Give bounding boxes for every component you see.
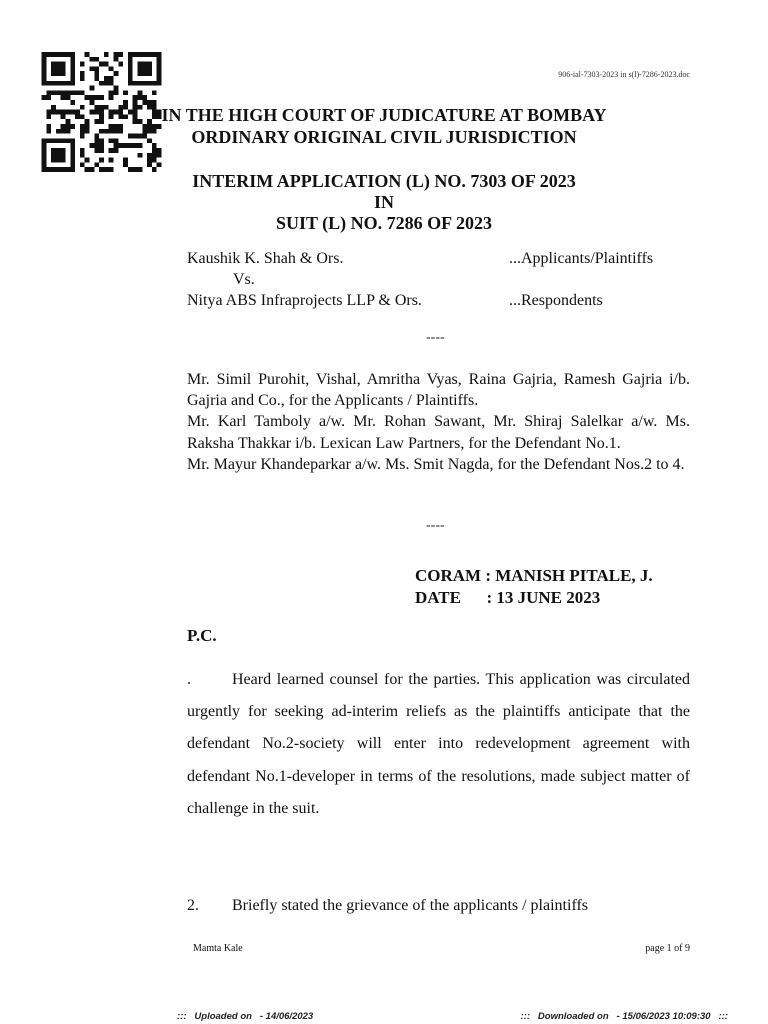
- court-name: IN THE HIGH COURT OF JUDICATURE AT BOMBAY: [161, 105, 607, 125]
- file-reference: 906-ial-7303-2023 in s(l)-7286-2023.doc: [558, 70, 690, 79]
- paragraph-2-marker: 2.: [187, 897, 199, 914]
- page-number: page 1 of 9: [645, 943, 690, 954]
- counsel-defendants-2-4: Mr. Mayur Khandeparkar a/w. Ms. Smit Nagda, for the Defendant Nos.2 to 4.: [187, 455, 685, 473]
- paragraph-2-text: Briefly stated the grievance of the applicants / plaintiffs: [232, 897, 589, 914]
- paragraph-1-text: Heard learned counsel for the parties. This application was circulated urgently for seeking ad-interim reliefs as the plaintiffs anticipate that the defendant No.2-society will enter into redevelopment agreement with defendant No.1-developer in terms of the resolutions, made subject matter of challenge in the suit.: [187, 671, 690, 817]
- separator-top: ----: [426, 330, 445, 345]
- versus-label: Vs.: [233, 271, 255, 288]
- author-name: Mamta Kale: [193, 943, 243, 954]
- separator-bottom: ----: [426, 518, 445, 533]
- counsel-appearances: [187, 369, 690, 475]
- counsel-defendant-1: Mr. Karl Tamboly a/w. Mr. Rohan Sawant, Mr. Shiraj Salelkar a/w. Ms. Raksha Thakkar i/b. Lexican Law Partners, for the Defendant No.1.: [187, 413, 690, 452]
- download-stamp: ::: Downloaded on - 15/06/2023 10:09:30 :::: [520, 1011, 728, 1022]
- upload-stamp: ::: Uploaded on - 14/06/2023: [177, 1011, 314, 1022]
- coram-line: CORAM : MANISH PITALE, J.: [415, 566, 653, 585]
- parties-block: [187, 248, 692, 311]
- in-label: IN: [373, 192, 394, 212]
- per-curiam-heading: P.C.: [187, 626, 217, 645]
- paragraph-1: [187, 664, 690, 825]
- suit-number: SUIT (L) NO. 7286 OF 2023: [275, 213, 493, 233]
- paragraph-1-marker: .: [187, 671, 191, 688]
- respondents-role: ...Respondents: [509, 292, 603, 309]
- counsel-applicants: Mr. Simil Purohit, Vishal, Amritha Vyas, Raina Gajria, Ramesh Gajria i/b. Gajria and Co., for the Applicants / Plaintiffs.: [187, 371, 690, 410]
- applicants-role: ...Applicants/Plaintiffs: [509, 250, 654, 267]
- date-line: DATE : 13 JUNE 2023: [415, 588, 601, 607]
- applicants-name: Kaushik K. Shah & Ors.: [187, 250, 344, 267]
- application-number: INTERIM APPLICATION (L) NO. 7303 OF 2023: [192, 171, 576, 191]
- paragraph-2: [187, 890, 690, 922]
- jurisdiction: ORDINARY ORIGINAL CIVIL JURISDICTION: [191, 127, 577, 147]
- respondents-name: Nitya ABS Infraprojects LLP & Ors.: [187, 292, 422, 309]
